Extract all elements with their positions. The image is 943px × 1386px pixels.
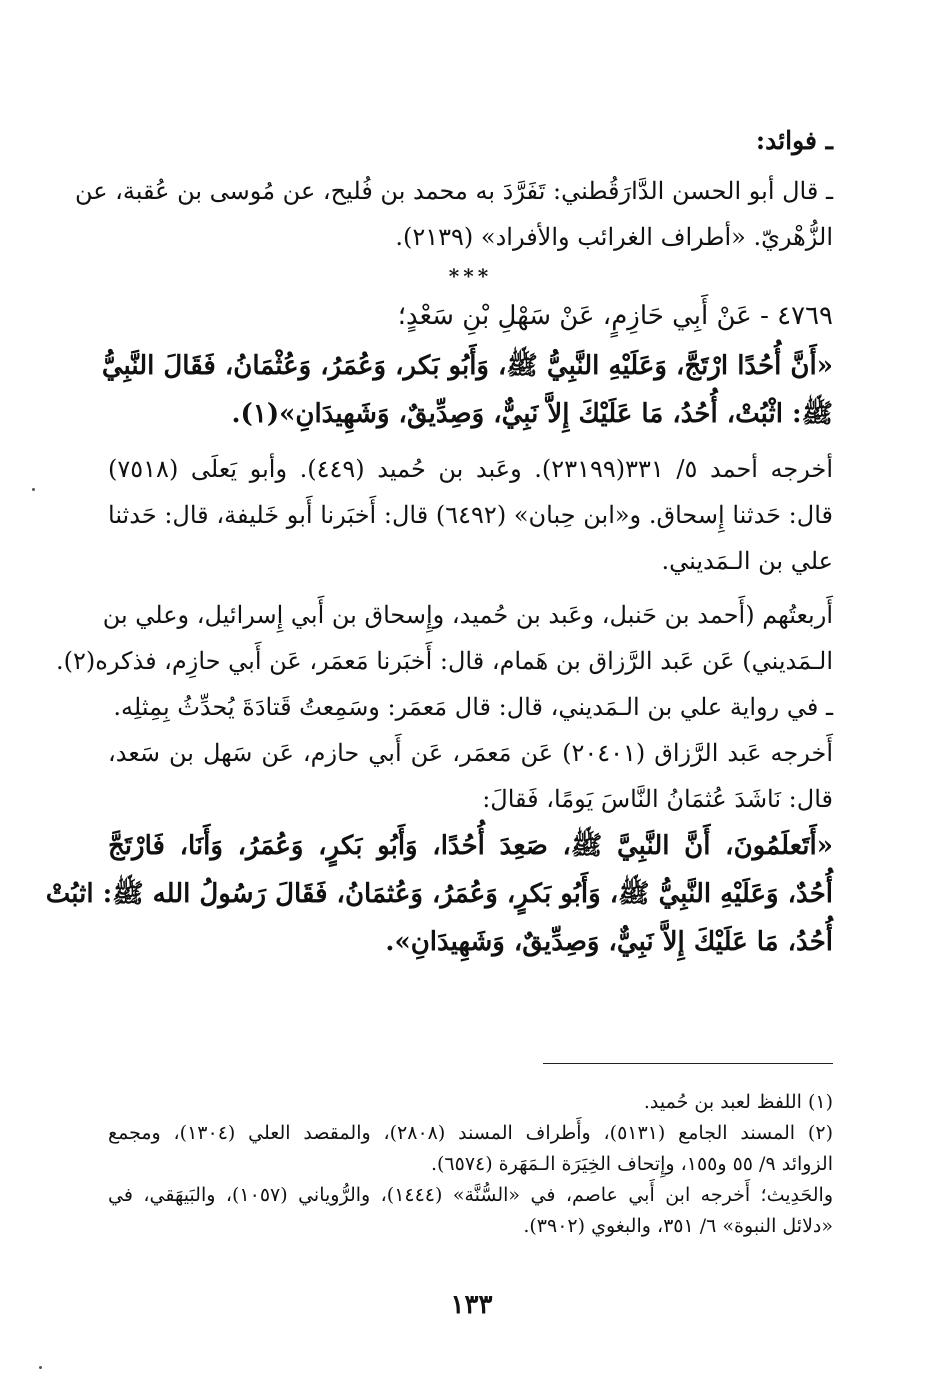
- hadith-number-and-chain: ٤٧٦٩ - عَنْ أَبِي حَازِمٍ، عَنْ سَهْلِ بْنِ سَعْدٍ؛: [397, 301, 833, 331]
- footnote-separator: [543, 1063, 833, 1064]
- footnote-2-line: الزوائد ٩/ ٥٥ و١٥٥، وإِتحاف الخِيَرَة الـمَهَرة (٦٥٧٤).: [430, 1153, 833, 1175]
- takhrij-line: قال: حَدثنا إِسحاق. و«ابن حِبان» (٦٤٩٢) قال: أَخبَرنا أَبو خَليفة، قال: حَدثنا: [108, 501, 833, 529]
- scan-speck: [39, 1366, 42, 1369]
- hadith-text-line: أُحُدٌ، وَعَلَيْهِ النَّبِيُّ ﷺ، وَأَبُو بَكرٍ، وَعُمَرُ، وَعُثمَانُ، فَقَالَ رَسُولُ الله ﷺ: اثبُتْ: [45, 879, 833, 909]
- takhrij-line: أَربعتُهم (أَحمد بن حَنبل، وعَبد بن حُميد، وإِسحاق بن أَبي إِسرائيل، وعلي بن: [102, 601, 833, 629]
- section-separator: ***: [448, 264, 493, 288]
- hadith-text-line: «أَتَعلَمُونَ، أَنَّ النَّبِيَّ ﷺ، صَعِدَ أُحُدًا، وَأَبُو بَكرٍ، وَعُمَرُ، وَأَنَا، فَارْتَجَّ: [108, 831, 833, 861]
- takhrij-note-line: ـ في رواية علي بن الـمَديني، قال: قال مَعمَر: وسَمِعتُ قَتادَةَ يُحدِّثُ بِمِثلِه.: [113, 693, 833, 721]
- footnote-2-line: «دلائل النبوة» ٦/ ٣٥١، والبغوي (٣٩٠٢).: [523, 1215, 833, 1237]
- takhrij-line: علي بن الـمَديني.: [661, 547, 833, 575]
- footnote-2-line: (٢) المسند الجامع (٥١٣١)، وأَطراف المسند (٢٨٠٨)، والمقصد العلي (١٣٠٤)، ومجمع: [108, 1122, 833, 1144]
- page-number: ١٣٣: [450, 1290, 493, 1320]
- footnote-2-line: والحَدِيث؛ أَخرجه ابن أَبي عاصم، في «السُّنَّة» (١٤٤٤)، والرُّوياني (١٠٥٧)، والبَيهَقي، في: [108, 1184, 834, 1206]
- takhrij-line: قال: نَاشَدَ عُثمَانُ النَّاسَ يَومًا، فَقالَ:: [482, 785, 833, 813]
- scan-speck: [32, 488, 35, 491]
- hadith-text-line: «أَنَّ أُحُدًا ارْتَجَّ، وَعَلَيْهِ النَّبِيُّ ﷺ، وَأَبُو بَكر، وَعُمَرُ، وَعُثْمَانُ، فَقَالَ النَّبِيُّ: [101, 351, 833, 381]
- takhrij-line: أخرجه أحمد ٥/ ٣٣١(٢٣١٩٩). وعَبد بن حُميد (٤٤٩). وأبو يَعلَى (٧٥١٨): [108, 455, 833, 483]
- footnote-1: (١) اللفظ لعبد بن حُميد.: [643, 1091, 833, 1113]
- hadith-text-line: ﷺ: اثْبُتْ، أُحُدُ، مَا عَلَيْكَ إِلاَّ نَبِيٌّ، وَصِدِّيقٌ، وَشَهِيدَانِ»(١).: [231, 399, 833, 429]
- benefit-text-line: ـ قال أبو الحسن الدَّارَقُطني: تَفَرَّدَ به محمد بن فُليح، عن مُوسى بن عُقبة، عن: [74, 177, 833, 205]
- hadith-text-line: أُحُدُ، مَا عَلَيْكَ إِلاَّ نَبِيٌّ، وَصِدِّيقٌ، وَشَهِيدَانِ».: [385, 927, 833, 957]
- takhrij-line: أَخرجه عَبد الرَّزاق (٢٠٤٠١) عَن مَعمَر، عَن أَبي حازم، عَن سَهل بن سَعد،: [108, 739, 833, 767]
- benefits-heading: ـ فوائد:: [755, 126, 833, 155]
- benefit-text-line: الزُّهْريّ. «أطراف الغرائب والأفراد» (٢١٣٩).: [395, 223, 833, 251]
- takhrij-line: الـمَديني) عَن عَبد الرَّزاق بن هَمام، قال: أَخبَرنا مَعمَر، عَن أَبي حازِم، فذكره(٢).: [55, 647, 833, 675]
- footnotes: [108, 1087, 833, 1242]
